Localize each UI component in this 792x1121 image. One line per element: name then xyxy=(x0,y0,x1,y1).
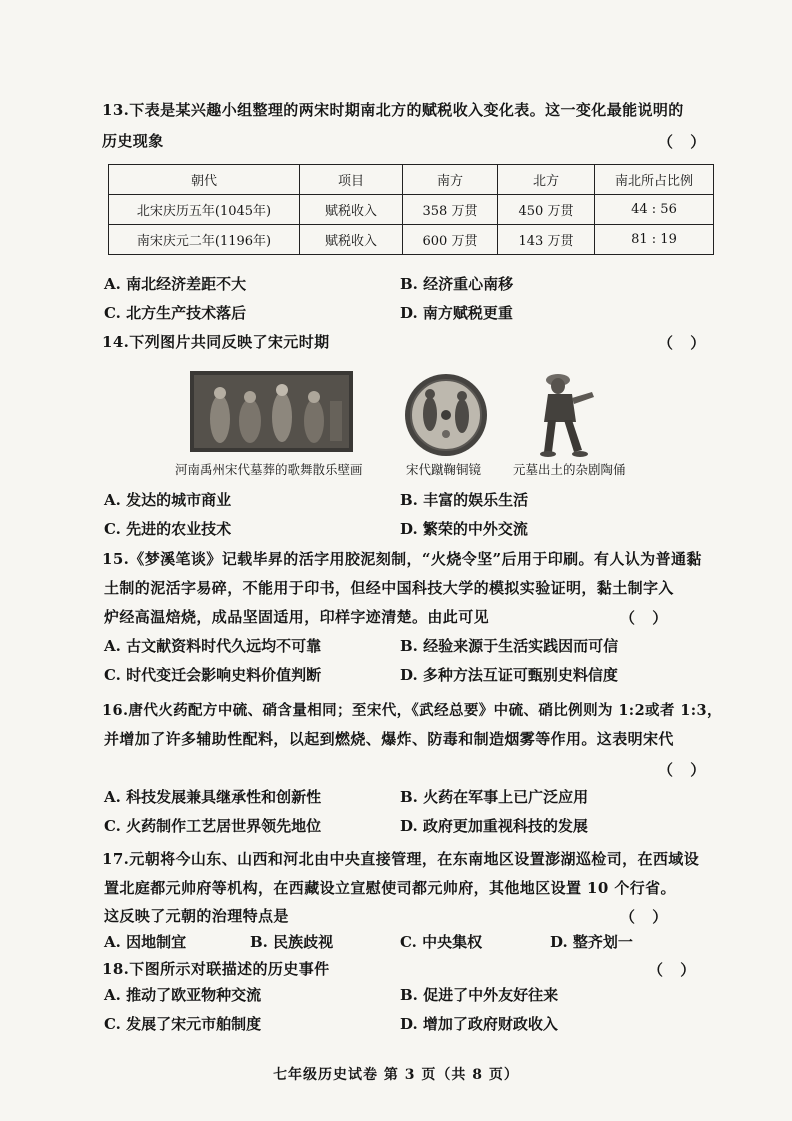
col-header-north: 北方 xyxy=(498,165,595,195)
table-cell: 81 : 19 xyxy=(595,225,714,255)
q17-stem-line2: 置北庭都元帅府等机构，在西藏设立宣慰使司都元帅府，其他地区设置 10 个行省。 xyxy=(104,879,676,897)
mirror-caption: 宋代蹴鞠铜镜 xyxy=(406,462,482,477)
table-cell: 44 : 56 xyxy=(595,195,714,225)
opera-figurine-image xyxy=(536,370,598,460)
q18-option-a[interactable]: A. 推动了欧亚物种交流 xyxy=(104,986,262,1004)
table-cell: 143 万贯 xyxy=(498,225,595,255)
table-cell: 南宋庆元二年(1196年) xyxy=(109,225,300,255)
mural-image xyxy=(190,371,353,452)
q17-stem-line1: 17.元朝将今山东、山西和河北由中央直接管理，在东南地区设置澎湖巡检司，在西域设 xyxy=(102,850,700,868)
q16-option-b[interactable]: B. 火药在军事上已广泛应用 xyxy=(400,788,589,806)
q13-stem-line2: 历史现象 xyxy=(102,132,164,150)
mural-caption: 河南禹州宋代墓葬的歌舞散乐壁画 xyxy=(175,462,363,477)
table-cell: 赋税收入 xyxy=(300,195,403,225)
q15-option-c[interactable]: C. 时代变迁会影响史料价值判断 xyxy=(104,666,322,684)
q17-option-d[interactable]: D. 整齐划一 xyxy=(550,933,633,951)
q14-option-c[interactable]: C. 先进的农业技术 xyxy=(104,520,232,538)
page-footer: 七年级历史试卷 第 3 页（共 8 页） xyxy=(273,1067,519,1083)
q15-option-b[interactable]: B. 经验来源于生活实践因而可信 xyxy=(400,637,619,655)
table-cell: 北宋庆历五年(1045年) xyxy=(109,195,300,225)
q13-answer-blank: （ ） xyxy=(658,133,712,151)
q13-tax-table xyxy=(108,164,714,255)
q13-option-c[interactable]: C. 北方生产技术落后 xyxy=(104,304,247,322)
q15-stem-line3: 炉经高温焙烧，成品坚固适用，印样字迹清楚。由此可见 xyxy=(104,608,490,626)
col-header-ratio: 南北所占比例 xyxy=(595,165,714,195)
q18-answer-blank: （ ） xyxy=(648,961,702,979)
q13-option-a[interactable]: A. 南北经济差距不大 xyxy=(104,275,247,293)
q16-option-d[interactable]: D. 政府更加重视科技的发展 xyxy=(400,817,588,835)
q17-answer-blank: （ ） xyxy=(620,908,674,926)
q17-stem-line3: 这反映了元朝的治理特点是 xyxy=(104,907,289,925)
q15-option-a[interactable]: A. 古文献资料时代久远均不可靠 xyxy=(104,637,322,655)
bronze-mirror-image xyxy=(403,372,489,458)
table-cell: 600 万贯 xyxy=(403,225,498,255)
q15-stem-line1: 15.《梦溪笔谈》记载毕昇的活字用胶泥刻制，“火烧令坚”后用于印刷。有人认为普通黏 xyxy=(102,550,702,568)
q14-answer-blank: （ ） xyxy=(658,334,712,352)
q13-stem-line1: 13.下表是某兴趣小组整理的两宋时期南北方的赋税收入变化表。这一变化最能说明的 xyxy=(102,101,684,119)
q15-answer-blank: （ ） xyxy=(620,609,674,627)
q14-option-d[interactable]: D. 繁荣的中外交流 xyxy=(400,520,528,538)
q18-stem: 18.下图所示对联描述的历史事件 xyxy=(102,960,330,978)
q17-option-b[interactable]: B. 民族歧视 xyxy=(250,933,334,951)
col-header-dynasty: 朝代 xyxy=(109,165,300,195)
q15-stem-line2: 土制的泥活字易碎，不能用于印书，但经中国科技大学的模拟实验证明，黏土制字入 xyxy=(104,579,674,597)
table-cell: 450 万贯 xyxy=(498,195,595,225)
q17-option-c[interactable]: C. 中央集权 xyxy=(400,933,483,951)
col-header-item: 项目 xyxy=(300,165,403,195)
table-cell: 358 万贯 xyxy=(403,195,498,225)
table-cell: 赋税收入 xyxy=(300,225,403,255)
q18-option-c[interactable]: C. 发展了宋元市舶制度 xyxy=(104,1015,262,1033)
q16-option-a[interactable]: A. 科技发展兼具继承性和创新性 xyxy=(104,788,322,806)
q14-option-b[interactable]: B. 丰富的娱乐生活 xyxy=(400,491,529,509)
q16-stem-line2: 并增加了许多辅助性配料，以起到燃烧、爆炸、防毒和制造烟雾等作用。这表明宋代 xyxy=(104,730,674,748)
q16-option-c[interactable]: C. 火药制作工艺居世界领先地位 xyxy=(104,817,322,835)
q14-stem: 14.下列图片共同反映了宋元时期 xyxy=(102,333,330,351)
q16-stem-line1: 16.唐代火药配方中硫、硝含量相同；至宋代，《武经总要》中硫、硝比例则为 1:2或者 1:3， xyxy=(102,702,722,719)
table-row xyxy=(109,195,714,225)
q18-option-d[interactable]: D. 增加了政府财政收入 xyxy=(400,1015,558,1033)
q13-option-b[interactable]: B. 经济重心南移 xyxy=(400,275,514,293)
table-header-row xyxy=(109,165,714,195)
q13-option-d[interactable]: D. 南方赋税更重 xyxy=(400,304,513,322)
q14-option-a[interactable]: A. 发达的城市商业 xyxy=(104,491,232,509)
q18-option-b[interactable]: B. 促进了中外友好往来 xyxy=(400,986,559,1004)
q15-option-d[interactable]: D. 多种方法互证可甄别史料信度 xyxy=(400,666,618,684)
q17-option-a[interactable]: A. 因地制宜 xyxy=(104,933,187,951)
figurine-caption: 元墓出土的杂剧陶俑 xyxy=(513,462,626,477)
q16-answer-blank: （ ） xyxy=(658,761,712,779)
table-row xyxy=(109,225,714,255)
col-header-south: 南方 xyxy=(403,165,498,195)
